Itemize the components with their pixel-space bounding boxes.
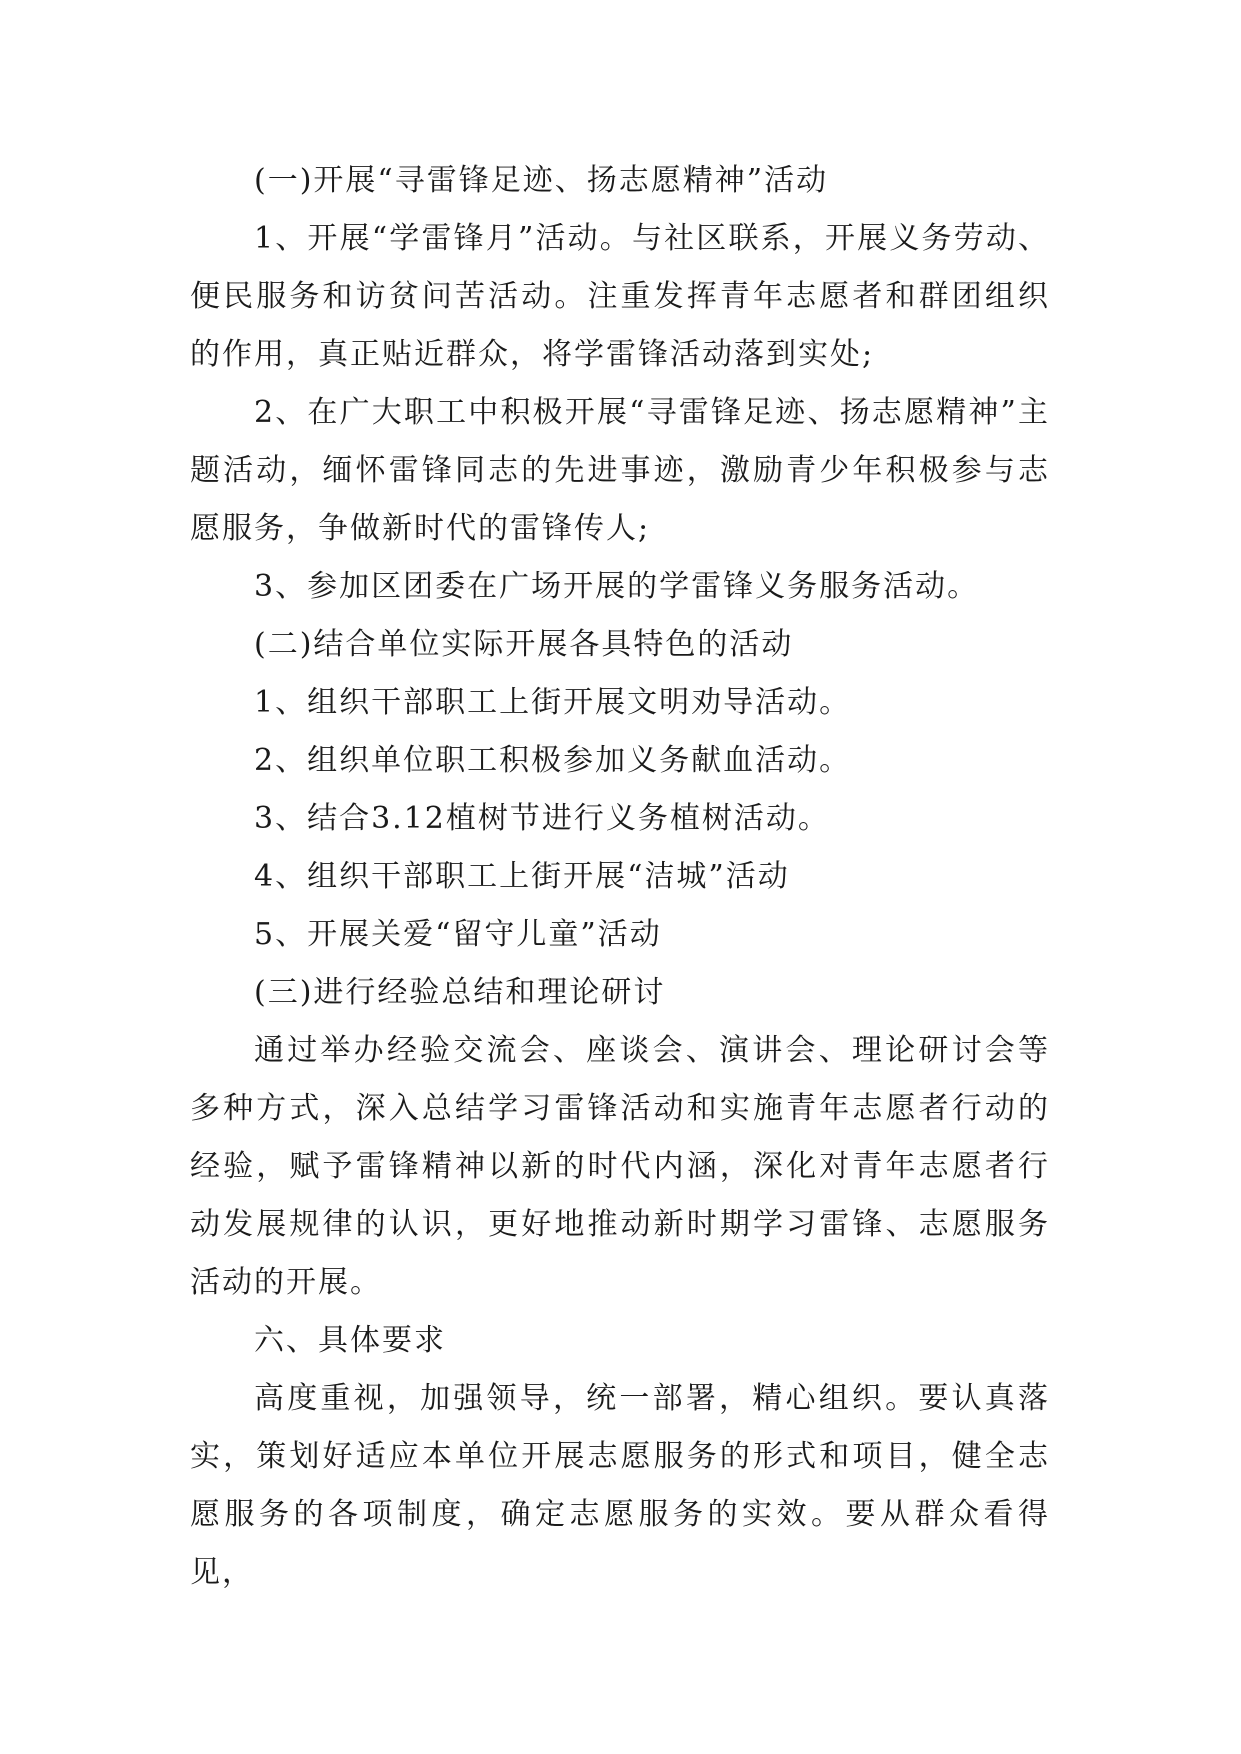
heading-section-3: (三)进行经验总结和理论研讨 — [254, 975, 666, 1010]
paragraph-item-1-3: 3、参加区团委在广场开展的学雷锋义务服务活动。 — [254, 569, 980, 604]
heading-requirements: 六、具体要求 — [254, 1323, 446, 1358]
paragraph-item-2-3: 3、结合3.12植树节进行义务植树活动。 — [254, 801, 830, 836]
paragraph-item-1-1: 1、开展“学雷锋月”活动。与社区联系，开展义务劳动、便民服务和访贫问苦活动。注重发挥青年志愿者和群团组织的作用，真正贴近群众，将学雷锋活动落到实处; — [190, 221, 1050, 372]
paragraph-requirements-body: 高度重视，加强领导，统一部署，精心组织。要认真落实，策划好适应本单位开展志愿服务的形式和项目，健全志愿服务的各项制度，确定志愿服务的实效。要从群众看得见， — [190, 1381, 1050, 1590]
paragraph-item-2-4: 4、组织干部职工上街开展“洁城”活动 — [254, 859, 790, 894]
paragraph-item-2-5: 5、开展关爱“留守儿童”活动 — [254, 917, 662, 952]
paragraph-section-3-body: 通过举办经验交流会、座谈会、演讲会、理论研讨会等多种方式，深入总结学习雷锋活动和实施青年志愿者行动的经验，赋予雷锋精神以新的时代内涵，深化对青年志愿者行动发展规律的认识，更好地推动新时期学习雷锋、志愿服务活动的开展。 — [190, 1033, 1050, 1300]
document-body — [190, 152, 1050, 1602]
paragraph-item-1-2: 2、在广大职工中积极开展“寻雷锋足迹、扬志愿精神”主题活动，缅怀雷锋同志的先进事迹，激励青少年积极参与志愿服务，争做新时代的雷锋传人; — [190, 395, 1050, 546]
paragraph-item-2-2: 2、组织单位职工积极参加义务献血活动。 — [254, 743, 852, 778]
heading-section-2: (二)结合单位实际开展各具特色的活动 — [254, 627, 794, 662]
paragraph-item-2-1: 1、组织干部职工上街开展文明劝导活动。 — [254, 685, 852, 720]
heading-section-1: (一)开展“寻雷锋足迹、扬志愿精神”活动 — [254, 163, 829, 198]
